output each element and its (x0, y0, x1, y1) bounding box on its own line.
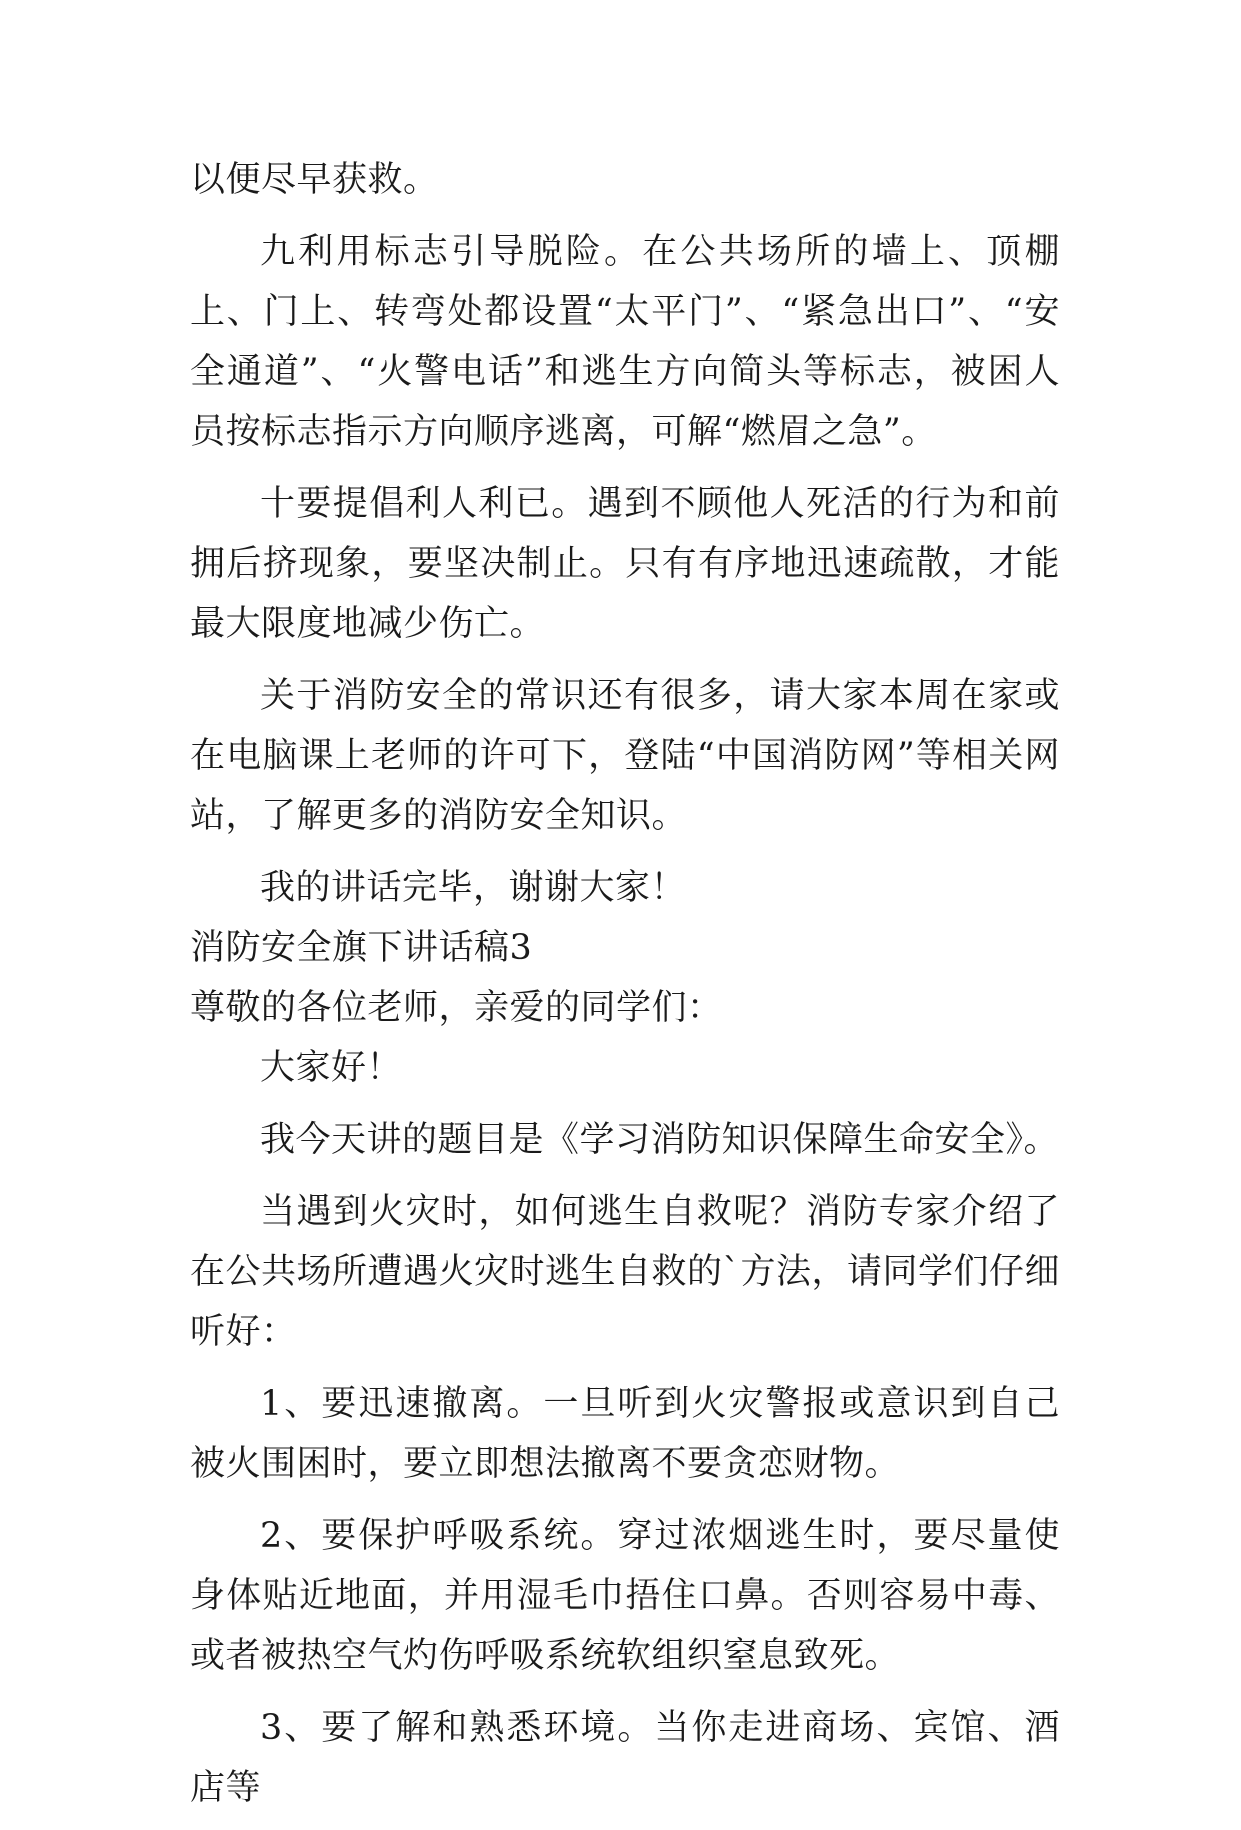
paragraph-item-ten: 十要提倡利人利已。遇到不顾他人死活的行为和前拥后挤现象，要坚决制止。只有有序地迅速疏散，才能最大限度地减少伤亡。 (190, 484, 1060, 644)
paragraph-step-3: 3、要了解和熟悉环境。当你走进商场、宾馆、酒店等 (190, 1708, 1060, 1808)
paragraph-item-nine: 九利用标志引导脱险。在公共场所的墙上、顶棚上、门上、转弯处都设置“太平门”、“紧急出口”、“安全通道”、“火警电话”和逃生方向简头等标志，被困人员按标志指示方向顺序逃离，可解“燃眉之急”。 (190, 232, 1060, 452)
document-body (190, 150, 1060, 1830)
paragraph-continuation: 以便尽早获救。 (190, 160, 439, 200)
paragraph-step-1: 1、要迅速撤离。一旦听到火灾警报或意识到自己被火围困时，要立即想法撤离不要贪恋财物。 (190, 1384, 1060, 1484)
paragraph-more-knowledge: 关于消防安全的常识还有很多，请大家本周在家或在电脑课上老师的许可下，登陆“中国消防网”等相关网站，了解更多的消防安全知识。 (190, 676, 1060, 836)
section-heading: 消防安全旗下讲话稿3 (190, 928, 533, 968)
paragraph-step-2: 2、要保护呼吸系统。穿过浓烟逃生时，要尽量使身体贴近地面，并用湿毛巾捂住口鼻。否则容易中毒、或者被热空气灼伤呼吸系统软组织窒息致死。 (190, 1516, 1060, 1676)
greeting: 大家好！ (260, 1048, 403, 1088)
paragraph-topic: 我今天讲的题目是《学习消防知识保障生命安全》。 (260, 1120, 1060, 1160)
salutation: 尊敬的各位老师，亲爱的同学们： (190, 988, 723, 1028)
paragraph-closing: 我的讲话完毕，谢谢大家！ (260, 868, 687, 908)
paragraph-intro: 当遇到火灾时，如何逃生自救呢？消防专家介绍了在公共场所遭遇火灾时逃生自救的`方法，请同学们仔细听好： (190, 1192, 1061, 1352)
